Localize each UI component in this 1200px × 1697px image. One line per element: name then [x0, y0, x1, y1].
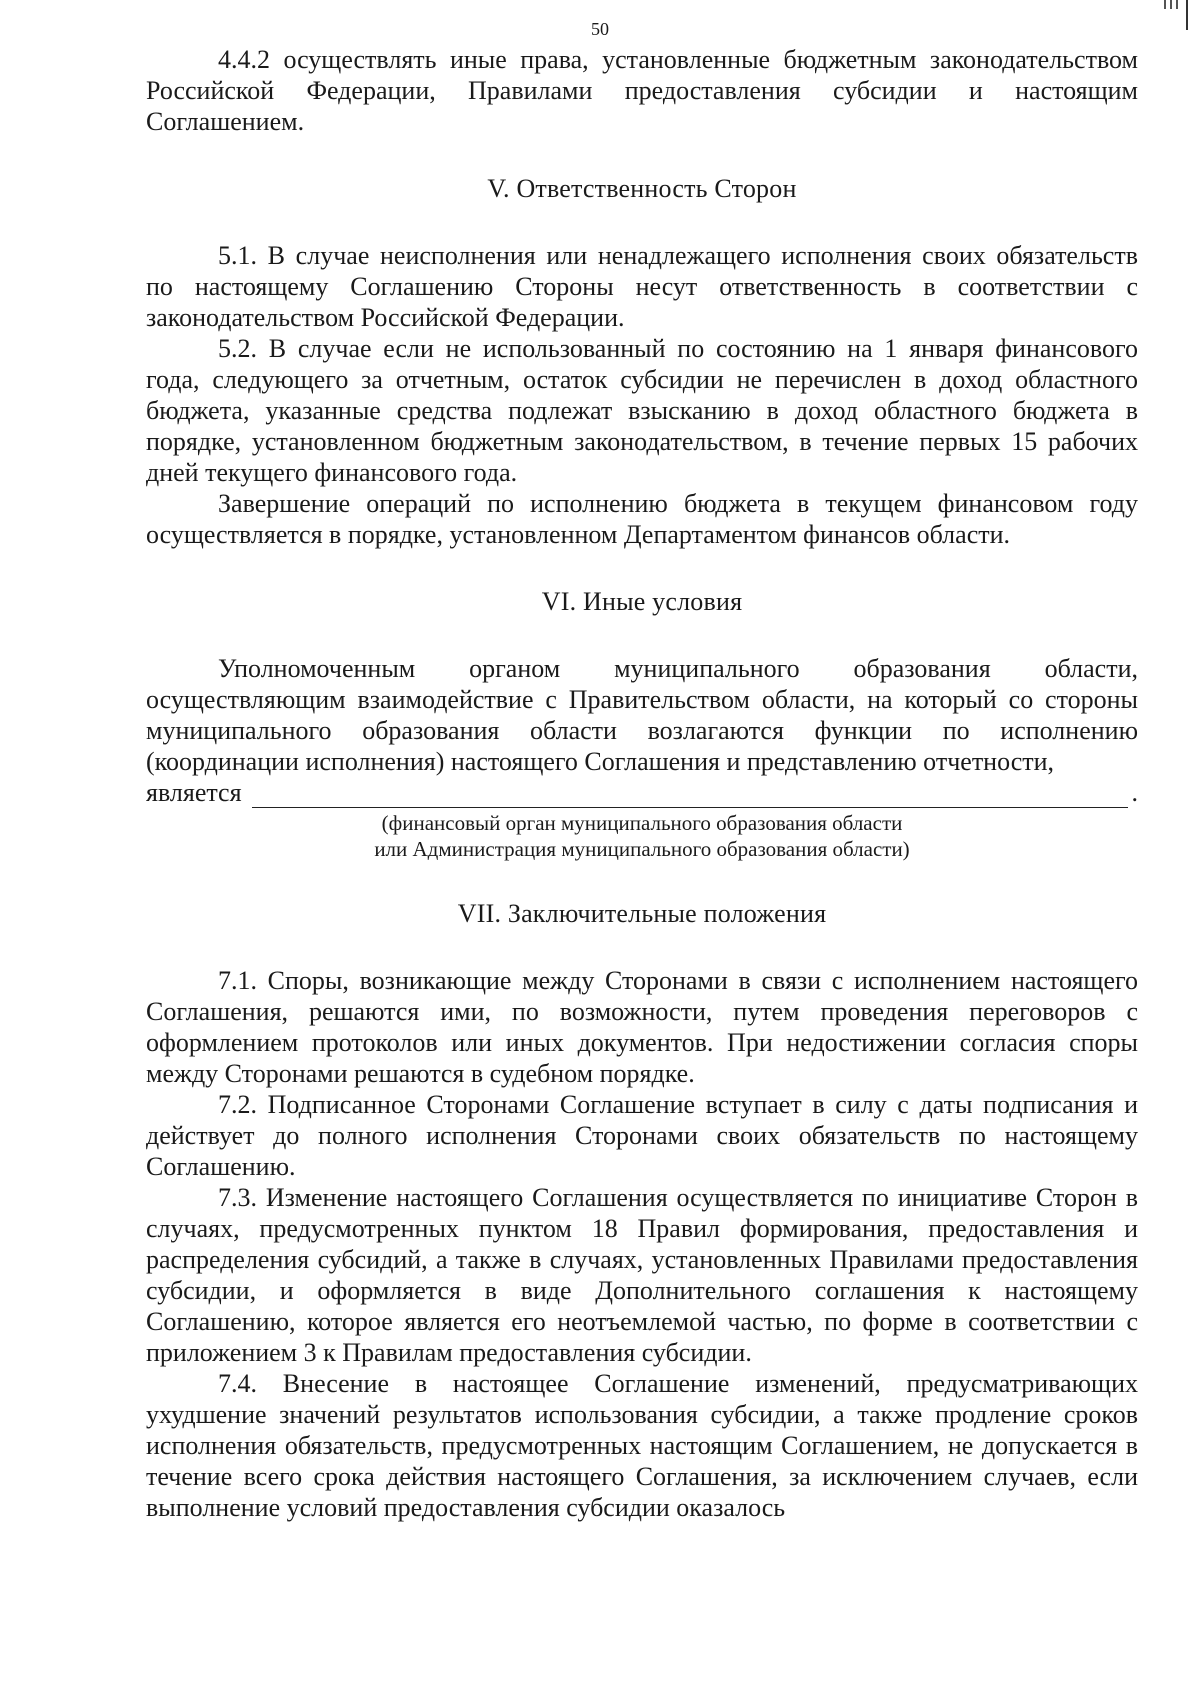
fill-in-caption [146, 810, 1138, 862]
paragraph-5-2: 5.2. В случае если не использованный по состоянию на 1 января финансового года, следующего за отчетным, остаток субсидии не перечислен в доход областного бюджета, указанные средства подлежат взысканию в доход областного бюджета в порядке, установленном бюджетным законодательством, в течение первых 15 рабочих дней текущего финансового года. [146, 334, 1138, 487]
section-heading-vi: VI. Иные условия [541, 587, 743, 616]
paragraph-7-1: 7.1. Споры, возникающие между Сторонами в связи с исполнением настоящего Соглашения, решаются ими, по возможности, путем проведения переговоров с оформлением протоколов или иных документов. При недостижении согласия споры между Сторонами решаются в судебном порядке. [146, 966, 1138, 1088]
fill-in-caption-line-2: или Администрация муниципального образования области) [374, 837, 910, 861]
section-heading-vii: VII. Заключительные положения [457, 899, 827, 928]
paragraph-7-4: 7.4. Внесение в настоящее Соглашение изменений, предусматривающих ухудшение значений результатов использования субсидии, а также продление сроков исполнения обязательств, предусмотренных настоящим Соглашением, не допускается в течение всего срока действия настоящего Соглашения, за исключением случаев, если выполнение условий предоставления субсидии оказалось [146, 1369, 1138, 1522]
fill-in-period: . [1131, 778, 1138, 807]
paragraph-4-4-2: 4.4.2 осуществлять иные права, установленные бюджетным законодательством Российской Федерации, Правилами предоставления субсидии и настоящим Соглашением. [146, 45, 1138, 136]
fill-in-line-row [146, 777, 1138, 808]
document-body [146, 44, 1138, 1523]
fill-in-blank-line [252, 783, 1128, 808]
page-number: 50 [591, 19, 609, 39]
paragraph-7-2: 7.2. Подписанное Сторонами Соглашение вступает в силу с даты подписания и действует до полного исполнения Сторонами своих обязательств по настоящему Соглашению. [146, 1090, 1138, 1181]
section-heading-v: V. Ответственность Сторон [487, 174, 797, 203]
paragraph-6-1: Уполномоченным органом муниципального образования области, осуществляющим взаимодействие с Правительством области, на который со стороны муниципального образования области возлагаются функции по исполнению (координации исполнения) настоящего Соглашения и представлению отчетности, [146, 654, 1138, 776]
fill-in-label: является [146, 778, 242, 807]
paragraph-5-3: Завершение операций по исполнению бюджета в текущем финансовом году осуществляется в порядке, установленном Департаментом финансов области. [146, 489, 1138, 549]
paragraph-5-1: 5.1. В случае неисполнения или ненадлежащего исполнения своих обязательств по настоящему Соглашению Стороны несут ответственность в соответствии с законодательством Российской Федерации. [146, 241, 1138, 332]
paragraph-7-3: 7.3. Изменение настоящего Соглашения осуществляется по инициативе Сторон в случаях, предусмотренных пунктом 18 Правил формирования, предоставления и распределения субсидий, а также в случаях, установленных Правилами предоставления субсидии, и оформляется в виде Дополнительного соглашения к настоящему Соглашению, которое является его неотъемлемой частью, по форме в соответствии с приложением 3 к Правилам предоставления субсидии. [146, 1183, 1138, 1367]
fill-in-caption-line-1: (финансовый орган муниципального образования области [381, 811, 903, 835]
